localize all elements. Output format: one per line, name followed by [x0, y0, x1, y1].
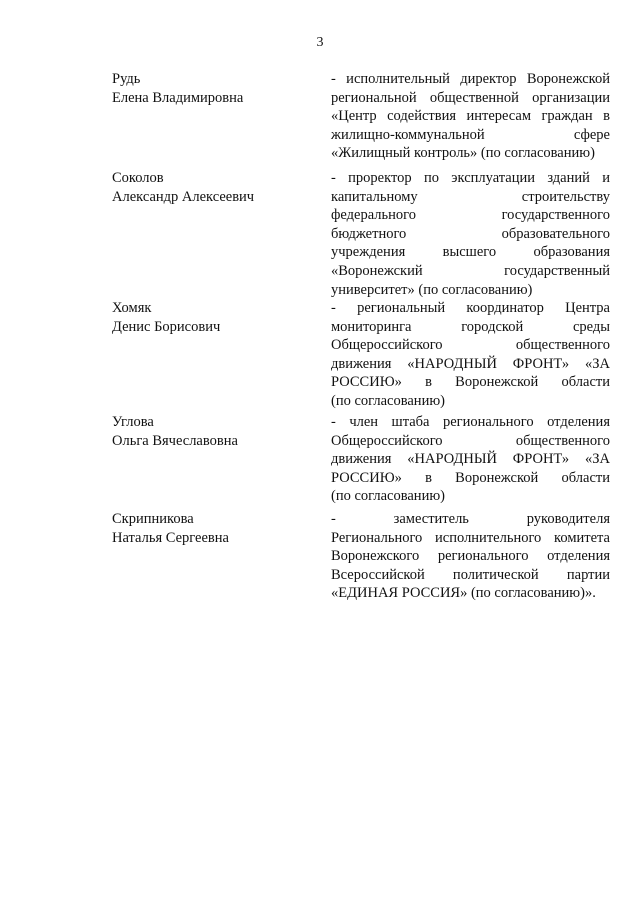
- role-line: капитальному строительству: [331, 188, 610, 205]
- member-name: [112, 413, 317, 450]
- member-surname: Углова: [112, 414, 154, 430]
- role-line: региональной общественной организации: [331, 89, 610, 106]
- member-given-names: Ольга Вячеславовна: [112, 432, 238, 449]
- role-line: «Жилищный контроль» (по согласованию): [331, 145, 595, 162]
- member-given-names: Елена Владимировна: [112, 89, 244, 106]
- member-role: [331, 510, 610, 603]
- role-line: Общероссийского общественного: [331, 432, 610, 449]
- member-given-names: Александр Алексеевич: [112, 188, 255, 205]
- page-number: 3: [316, 35, 324, 50]
- role-line: «Воронежский государственный: [331, 262, 610, 279]
- role-line: Воронежского регионального отделения: [331, 548, 610, 565]
- member-surname: Рудь: [112, 71, 141, 87]
- role-line: - проректор по эксплуатации зданий и: [331, 170, 610, 186]
- member-name: [112, 169, 317, 206]
- member-given-names: Наталья Сергеевна: [112, 529, 229, 546]
- member-role: [331, 413, 610, 506]
- role-line: - региональный координатор Центра: [331, 300, 610, 316]
- member-surname: Скрипникова: [112, 511, 194, 527]
- role-line: РОССИЮ» в Воронежской области: [331, 374, 610, 391]
- role-line: Всероссийской политической партии: [331, 566, 610, 583]
- role-line: федерального государственного: [331, 207, 610, 224]
- role-line: (по согласованию): [331, 488, 445, 505]
- role-line: мониторинга городской среды: [331, 318, 610, 335]
- member-surname: Соколов: [112, 170, 164, 186]
- role-line: - член штаба регионального отделения: [331, 414, 610, 430]
- role-line: - заместитель руководителя: [331, 511, 610, 527]
- member-role: [331, 299, 610, 411]
- member-name: [112, 510, 317, 547]
- role-line: Регионального исполнительного комитета: [331, 529, 610, 546]
- member-role: [331, 169, 610, 299]
- role-line: движения «НАРОДНЫЙ ФРОНТ» «ЗА: [331, 355, 610, 372]
- member-name: [112, 70, 317, 107]
- role-line: движения «НАРОДНЫЙ ФРОНТ» «ЗА: [331, 451, 610, 468]
- member-surname: Хомяк: [112, 300, 152, 316]
- role-line: «ЕДИНАЯ РОССИЯ» (по согласованию)».: [331, 585, 596, 602]
- role-line: «Центр содействия интересам граждан в: [331, 108, 610, 125]
- role-line: Общероссийского общественного: [331, 337, 610, 354]
- role-line: бюджетного образовательного: [331, 225, 610, 242]
- role-line: РОССИЮ» в Воронежской области: [331, 469, 610, 486]
- role-line: (по согласованию): [331, 392, 445, 409]
- member-name: [112, 299, 317, 336]
- role-line: жилищно-коммунальной сфере: [331, 126, 610, 143]
- member-given-names: Денис Борисович: [112, 318, 221, 335]
- role-line: учреждения высшего образования: [331, 244, 610, 261]
- role-line: - исполнительный директор Воронежской: [331, 71, 610, 87]
- role-line: университет» (по согласованию): [331, 281, 533, 298]
- member-role: [331, 70, 610, 163]
